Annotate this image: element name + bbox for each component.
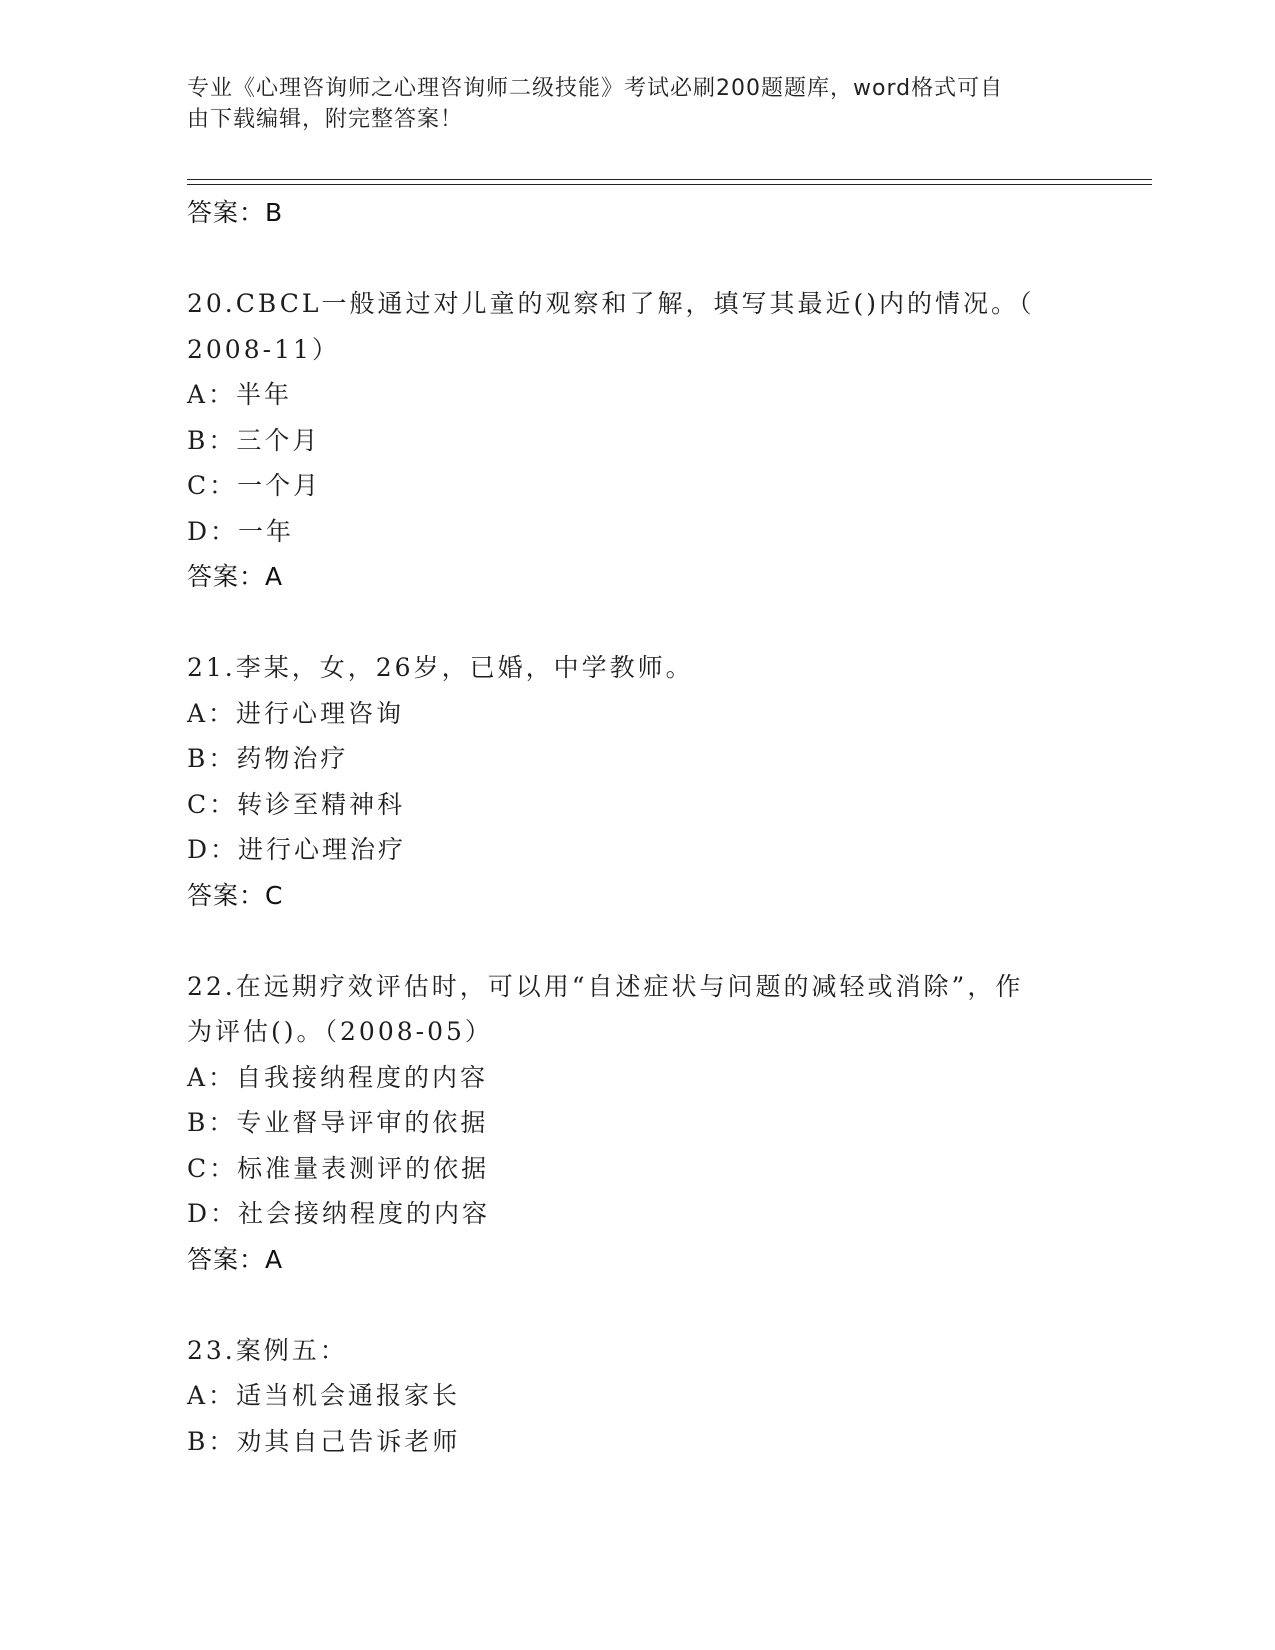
option-a: A：半年 [187,380,293,409]
option-b: B：劝其自己告诉老师 [187,1426,461,1456]
answer-line: 答案：C [187,880,284,910]
question-stem: 21.李某，女，26岁，已婚，中学教师。 [187,653,694,682]
option-d: D：进行心理治疗 [187,835,407,864]
question-block [187,281,1087,600]
option-d: D：一年 [187,516,295,546]
option-d: D：社会接纳程度的内容 [187,1199,491,1228]
question-stem: 2008-11） [187,334,340,364]
spacer [187,600,1087,646]
spacer [187,918,1087,964]
option-b: B：药物治疗 [187,744,349,773]
spacer [187,1282,1087,1328]
option-a: A：进行心理咨询 [187,698,405,728]
header-line-1: 专业《心理咨询师之心理咨询师二级技能》考试必刷200题题库，word格式可自 [187,76,1004,101]
option-b: B：三个月 [187,425,321,455]
answer-line: 答案：A [187,562,284,591]
option-a: A：自我接纳程度的内容 [187,1062,489,1092]
answer-line: 答案：A [187,1244,284,1274]
option-b: B：专业督导评审的依据 [187,1108,489,1137]
header-divider-top [187,179,1152,180]
option-c: C：转诊至精神科 [187,789,406,819]
question-block [187,1328,1087,1465]
question-list [187,190,1087,1464]
header-divider-bottom [187,184,1152,185]
question-block [187,964,1087,1283]
answer-line: 答案：B [187,198,284,227]
question-stem: 22.在远期疗效评估时，可以用“自述症状与问题的减轻或消除”，作 [187,971,1024,1001]
question-stem: 23.案例五： [187,1335,348,1365]
question-block [187,645,1087,918]
header-line-2: 由下载编辑，附完整答案！ [187,107,464,132]
option-c: C：标准量表测评的依据 [187,1153,490,1183]
question-stem: 20.CBCL一般通过对儿童的观察和了解，填写其最近()内的情况。（ [187,289,1035,318]
question-stem: 为评估()。（2008-05） [187,1017,493,1046]
option-c: C：一个月 [187,471,322,500]
spacer [187,236,1087,282]
document-header [187,73,1067,135]
option-a: A：适当机会通报家长 [187,1381,461,1410]
